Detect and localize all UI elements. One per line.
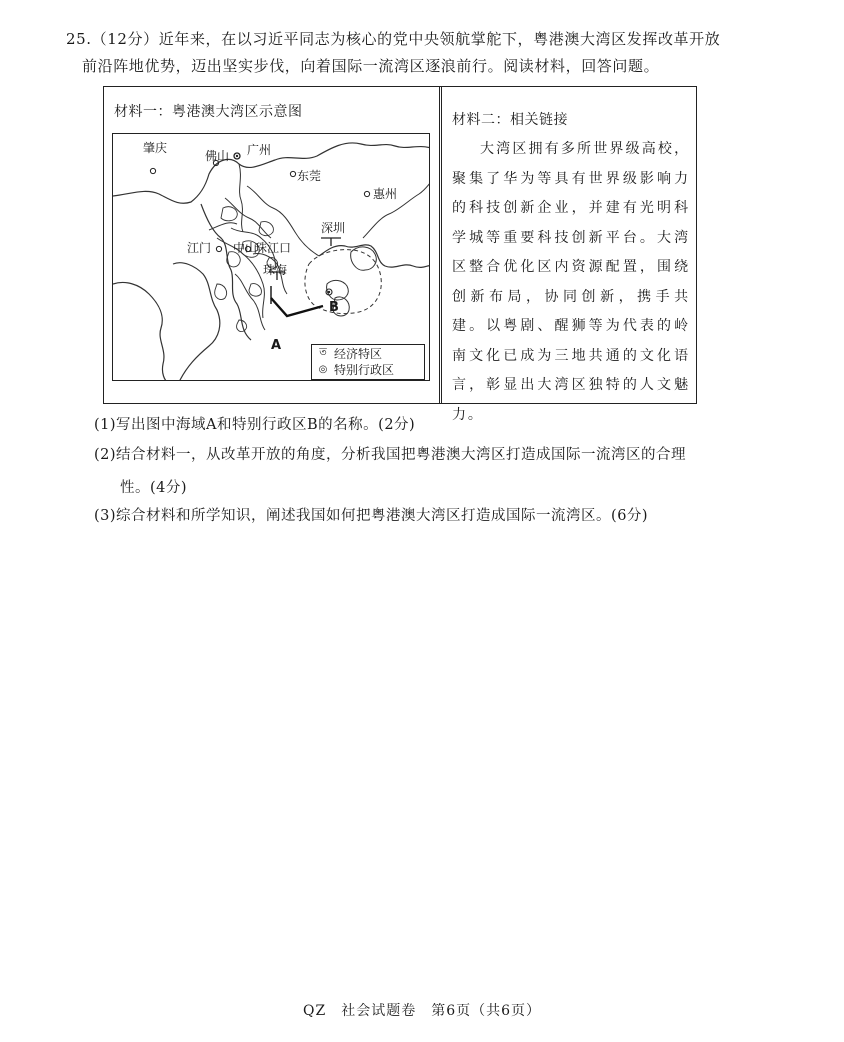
legend-row-sez — [312, 345, 424, 361]
subquestion-2-continued: 性。(4分) — [120, 480, 188, 496]
subquestion-1: (1)写出图中海域A和特别行政区B的名称。(2分) — [94, 417, 416, 433]
map-label-foshan: 佛山 — [205, 149, 230, 163]
question-stem — [66, 26, 766, 80]
subquestion-2: (2)结合材料一，从改革开放的角度，分析我国把粤港澳大湾区打造成国际一流湾区的合理 — [94, 447, 687, 463]
map-label-dongguan: 东莞 — [297, 169, 322, 183]
sar-symbol-icon: ◎ — [318, 363, 328, 375]
material2-title: 材料二：相关链接 — [452, 112, 568, 128]
materials-divider — [439, 87, 442, 403]
subquestion-3: (3)综合材料和所学知识，阐述我国如何把粤港澳大湾区打造成国际一流湾区。(6分) — [94, 508, 649, 524]
map-label-zhuhai: 珠海 — [263, 263, 288, 277]
map-label-guangzhou: 广州 — [247, 143, 272, 157]
map-label-region-b: B — [329, 300, 339, 315]
material1-title: 材料一：粤港澳大湾区示意图 — [114, 104, 303, 120]
map-label-sea-a: A — [271, 338, 282, 353]
map-label-zhujiangkou: 珠江口 — [255, 241, 292, 255]
legend-row-sar — [312, 361, 424, 377]
map-label-zhaoqing: 肇庆 — [143, 141, 168, 155]
map-label-jiangmen: 江门 — [187, 241, 212, 255]
page-footer: QZ 社会试题卷 第6页（共6页） — [302, 1003, 542, 1019]
map-legend — [311, 344, 425, 380]
legend-label-sez: 经济特区 — [334, 346, 383, 361]
bay-area-map — [112, 133, 430, 381]
materials-box — [103, 86, 697, 423]
sez-symbol-icon: ত — [319, 346, 327, 358]
map-label-shenzhen: 深圳 — [321, 221, 346, 235]
question-stem-line2: 前沿阵地优势，迈出坚实步伐，向着国际一流湾区逐浪前行。阅读材料，回答问题。 — [82, 57, 660, 75]
map-label-huizhou: 惠州 — [373, 187, 398, 201]
question-stem-line1: 25.（12分）近年来，在以习近平同志为核心的党中央领航掌舵下，粤港澳大湾区发挥改革开放 — [66, 30, 721, 48]
map-label-zhongshan: 中山 — [233, 241, 258, 255]
material2-body: 大湾区拥有多所世界级高校，聚集了华为等具有世界级影响力的科技创新企业，并建有光明科学城等重要科技创新平台。大湾区整合优化区内资源配置，围绕创新布局，协同创新，携手共建。以粤剧、醒狮等为代表的岭南文化已成为三地共通的文化语言，彰显出大湾区独特的人文魅力。 — [452, 141, 690, 423]
legend-label-sar: 特别行政区 — [334, 362, 395, 377]
